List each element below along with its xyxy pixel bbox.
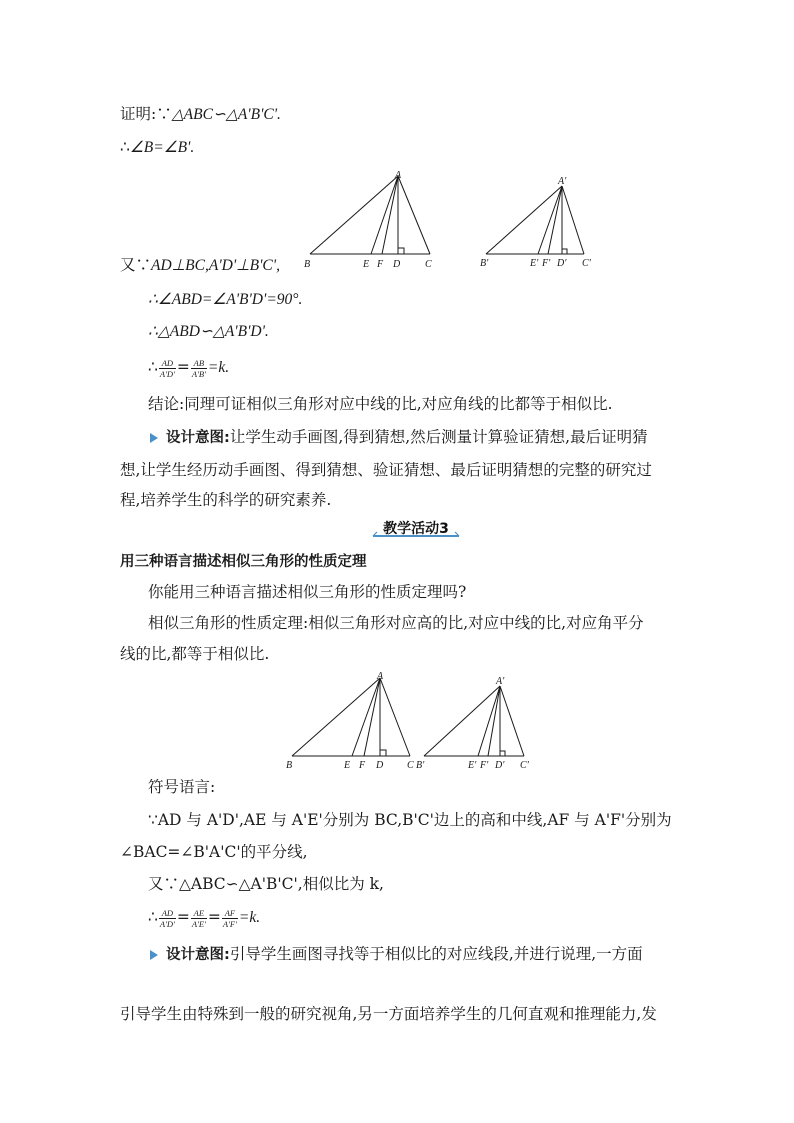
symbol-language-label: 符号语言: [148, 778, 216, 796]
activity-heading: 用三种语言描述相似三角形的性质定理 [120, 554, 367, 570]
fig2-label-f: F' [542, 258, 551, 269]
fraction-ab-over-a-prime-b-prime [191, 358, 207, 379]
design-intent-label: 设计意图: [166, 430, 230, 446]
proof-line-5: ∴△ABD∽△A'B'D'. [148, 323, 269, 340]
equals-sign: = [176, 358, 190, 376]
proof-line-3 [120, 255, 280, 276]
design-intent-1-line-1 [150, 427, 648, 448]
triangle-figure-abc-top [300, 168, 440, 272]
fig3-label-d: D [376, 760, 384, 771]
fig4-label-d: D' [495, 760, 505, 771]
activity-question: 你能用三种语言描述相似三角形的性质定理吗? [148, 583, 467, 601]
arrow-marker-icon [150, 950, 158, 960]
design-intent-2-line-2: 引导学生由特殊到一般的研究视角,另一方面培养学生的几何直观和推理能力,发 [120, 1005, 657, 1023]
symbol-line-4-tail: =k. [238, 909, 261, 926]
fig3-label-f: F [359, 760, 366, 771]
fig3-label-c: C [407, 760, 414, 771]
fraction-ad-over-a-prime-d-prime [159, 908, 176, 929]
fig1-label-b: B [304, 259, 311, 270]
proof-line-2-math: ∠B=∠B'. [129, 139, 195, 156]
fig1-label-c: C [425, 259, 432, 270]
fraction-af-over-a-prime-f-prime [222, 908, 238, 929]
fig3-label-a: A [377, 671, 384, 682]
design-intent-2-line-1 [150, 944, 643, 965]
conclusion-text: 结论:同理可证相似三角形对应中线的比,对应角线的比都等于相似比. [148, 395, 613, 413]
proof-line-6 [148, 352, 229, 382]
proof-line-3-math: AD⊥BC,A'D'⊥B'C', [151, 257, 280, 274]
fig2-label-b: B' [480, 258, 489, 269]
fig2-label-e: E' [530, 258, 539, 269]
equals-sign: = [176, 908, 190, 926]
fig4-label-a: A' [496, 676, 505, 687]
fig4-label-c: C' [520, 760, 529, 771]
symbol-line-4-prefix: ∴ [148, 908, 158, 926]
design-intent-1-text-1: 让学生动手画图,得到猜想,然后测量计算验证猜想,最后证明猜 [229, 428, 648, 446]
design-intent-2-text-1: 引导学生画图寻找等于相似比的对应线段,并进行说理,一方面 [229, 945, 643, 963]
triangle-figure-abc-bottom [282, 668, 422, 772]
fraction-denominator: A'D' [159, 368, 175, 379]
proof-line-4: ∴∠ABD=∠A'B'D'=90°. [148, 291, 303, 308]
fraction-denominator: A'B' [191, 368, 206, 379]
fig2-label-d: D' [557, 258, 567, 269]
activity-badge [371, 517, 461, 539]
fig2-label-c: C' [582, 258, 591, 269]
fig3-label-e: E [344, 760, 351, 771]
fraction-denominator: A'D' [159, 918, 175, 929]
fraction-denominator: A'E' [191, 918, 206, 929]
theorem-line-2: 线的比,都等于相似比. [120, 645, 270, 663]
fig4-label-f: F' [480, 760, 489, 771]
proof-line-2 [120, 137, 194, 158]
symbol-line-1: ∵AD 与 A'D',AE 与 A'E'分别为 BC,B'C'边上的高和中线,AF 与 A'F'分别为 [148, 811, 672, 829]
fraction-ad-over-a-prime-d-prime [159, 358, 176, 379]
fig1-label-f: F [377, 259, 384, 270]
fig1-label-e: E [363, 259, 370, 270]
fraction-ae-over-a-prime-e-prime [191, 908, 207, 929]
symbol-line-2: ∠BAC=∠B'A'C'的平分线, [120, 843, 308, 861]
proof-line-3-prefix: 又∵ [120, 256, 152, 274]
equals-sign: = [207, 908, 221, 926]
symbol-line-3: 又∵△ABC∽△A'B'C',相似比为 k, [148, 875, 384, 893]
fraction-numerator: AF [222, 908, 238, 919]
fig3-label-b: B [286, 760, 293, 771]
symbol-line-4 [148, 902, 260, 932]
theorem-line-1: 相似三角形的性质定理:相似三角形对应高的比,对应中线的比,对应角平分 [148, 614, 644, 632]
fig1-label-d: D [393, 259, 401, 270]
design-intent-1-line-3: 程,培养学生的科学的研究素养. [120, 491, 332, 509]
fig4-label-e: E' [468, 760, 477, 771]
proof-line-1-math: △ABC∽△A'B'C'. [171, 106, 281, 123]
fraction-numerator: AD [159, 908, 176, 919]
triangle-figure-abc-prime-bottom [414, 672, 542, 772]
triangle-figure-abc-prime-top [476, 172, 604, 272]
proof-line-6-tail: =k. [207, 359, 230, 376]
fraction-numerator: AD [159, 358, 176, 369]
design-intent-1-line-2: 想,让学生经历动手画图、得到猜想、验证猜想、最后证明猜想的完整的研究过 [120, 461, 652, 479]
fraction-numerator: AE [191, 908, 207, 919]
fraction-numerator: AB [191, 358, 207, 369]
proof-line-1 [120, 104, 281, 125]
proof-line-2-prefix: ∴ [120, 138, 130, 156]
fraction-denominator: A'F' [222, 918, 237, 929]
proof-line-1-prefix: 证明:∵ [120, 105, 172, 123]
arrow-marker-icon [150, 433, 158, 443]
proof-line-6-prefix: ∴ [148, 358, 158, 376]
activity-badge-label: 教学活动3 [383, 521, 449, 537]
fig2-label-a: A' [558, 176, 567, 187]
design-intent-label: 设计意图: [166, 947, 230, 963]
fig1-label-a: A [395, 170, 402, 181]
fig4-label-b: B' [416, 760, 425, 771]
